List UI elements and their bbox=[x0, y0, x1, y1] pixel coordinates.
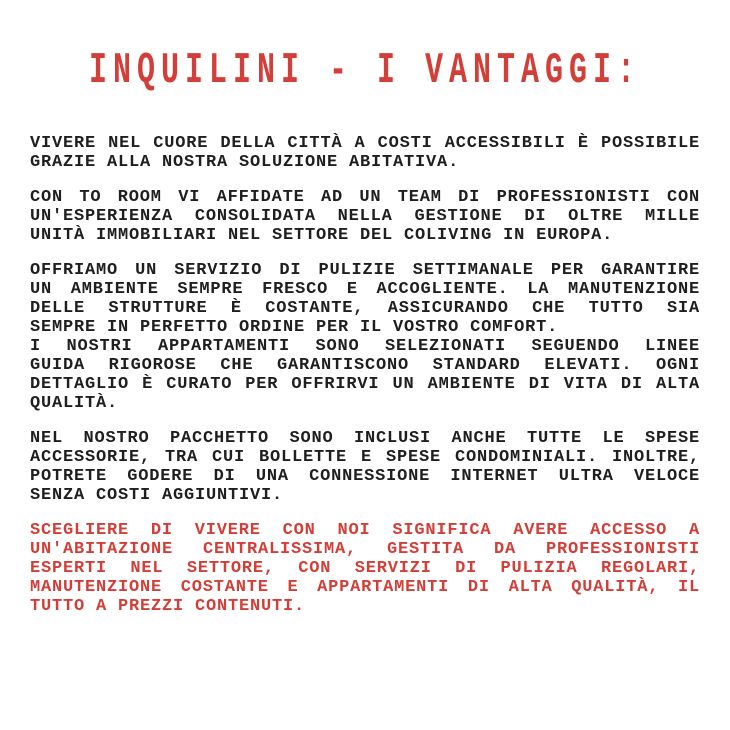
text-line: UNITÀ IMMOBILIARI NEL SETTORE DEL COLIVING IN EUROPA. bbox=[30, 226, 614, 245]
body-text bbox=[30, 134, 700, 616]
paragraph-closing-scegliere-noi bbox=[30, 521, 700, 616]
text-line: GUIDA RIGOROSE CHE GARANTISCONO STANDARD ELEVATI. OGNI bbox=[30, 356, 700, 375]
text-line: QUALITÀ. bbox=[30, 394, 119, 413]
paragraph-servizio-pulizie bbox=[30, 261, 700, 337]
text-line: NEL NOSTRO PACCHETTO SONO INCLUSI ANCHE TUTTE LE SPESE bbox=[30, 429, 700, 448]
page-title: INQUILINI - I VANTAGGI: bbox=[88, 47, 642, 97]
text-line: ACCESSORIE, TRA CUI BOLLETTE E SPESE CONDOMINIALI. INOLTRE, bbox=[30, 448, 700, 467]
text-line: GRAZIE ALLA NOSTRA SOLUZIONE ABITATIVA. bbox=[30, 153, 460, 172]
text-line: MANUTENZIONE COSTANTE E APPARTAMENTI DI ALTA QUALITÀ, IL bbox=[30, 578, 700, 597]
text-line: ESPERTI NEL SETTORE, CON SERVIZI DI PULIZIA REGOLARI, bbox=[30, 559, 700, 578]
text-line: VIVERE NEL CUORE DELLA CITTÀ A COSTI ACCESSIBILI È POSSIBILE bbox=[30, 134, 700, 153]
paragraph-spese-incluse bbox=[30, 429, 700, 505]
text-line: UN AMBIENTE SEMPRE FRESCO E ACCOGLIENTE. LA MANUTENZIONE bbox=[30, 280, 700, 299]
text-line: TUTTO A PREZZI CONTENUTI. bbox=[30, 597, 306, 616]
text-line: I NOSTRI APPARTAMENTI SONO SELEZIONATI SEGUENDO LINEE bbox=[30, 337, 700, 356]
text-line: DELLE STRUTTURE È COSTANTE, ASSICURANDO CHE TUTTO SIA bbox=[30, 299, 700, 318]
text-line: POTRETE GODERE DI UNA CONNESSIONE INTERNET ULTRA VELOCE bbox=[30, 467, 700, 486]
text-line: DETTAGLIO È CURATO PER OFFRIRVI UN AMBIENTE DI VITA DI ALTA bbox=[30, 375, 700, 394]
text-line: UN'ABITAZIONE CENTRALISSIMA, GESTITA DA PROFESSIONISTI bbox=[30, 540, 700, 559]
paragraph-team-professionisti bbox=[30, 188, 700, 245]
text-line: SENZA COSTI AGGIUNTIVI. bbox=[30, 486, 284, 505]
text-line: OFFRIAMO UN SERVIZIO DI PULIZIE SETTIMANALE PER GARANTIRE bbox=[30, 261, 700, 280]
paragraph-intro-costi-accessibili bbox=[30, 134, 700, 172]
text-line: UN'ESPERIENZA CONSOLIDATA NELLA GESTIONE DI OLTRE MILLE bbox=[30, 207, 700, 226]
text-line: SEMPRE IN PERFETTO ORDINE PER IL VOSTRO COMFORT. bbox=[30, 318, 559, 337]
text-line: SCEGLIERE DI VIVERE CON NOI SIGNIFICA AVERE ACCESSO A bbox=[30, 521, 700, 540]
paragraph-appartamenti-selezionati bbox=[30, 337, 700, 413]
text-line: CON TO ROOM VI AFFIDATE AD UN TEAM DI PROFESSIONISTI CON bbox=[30, 188, 700, 207]
